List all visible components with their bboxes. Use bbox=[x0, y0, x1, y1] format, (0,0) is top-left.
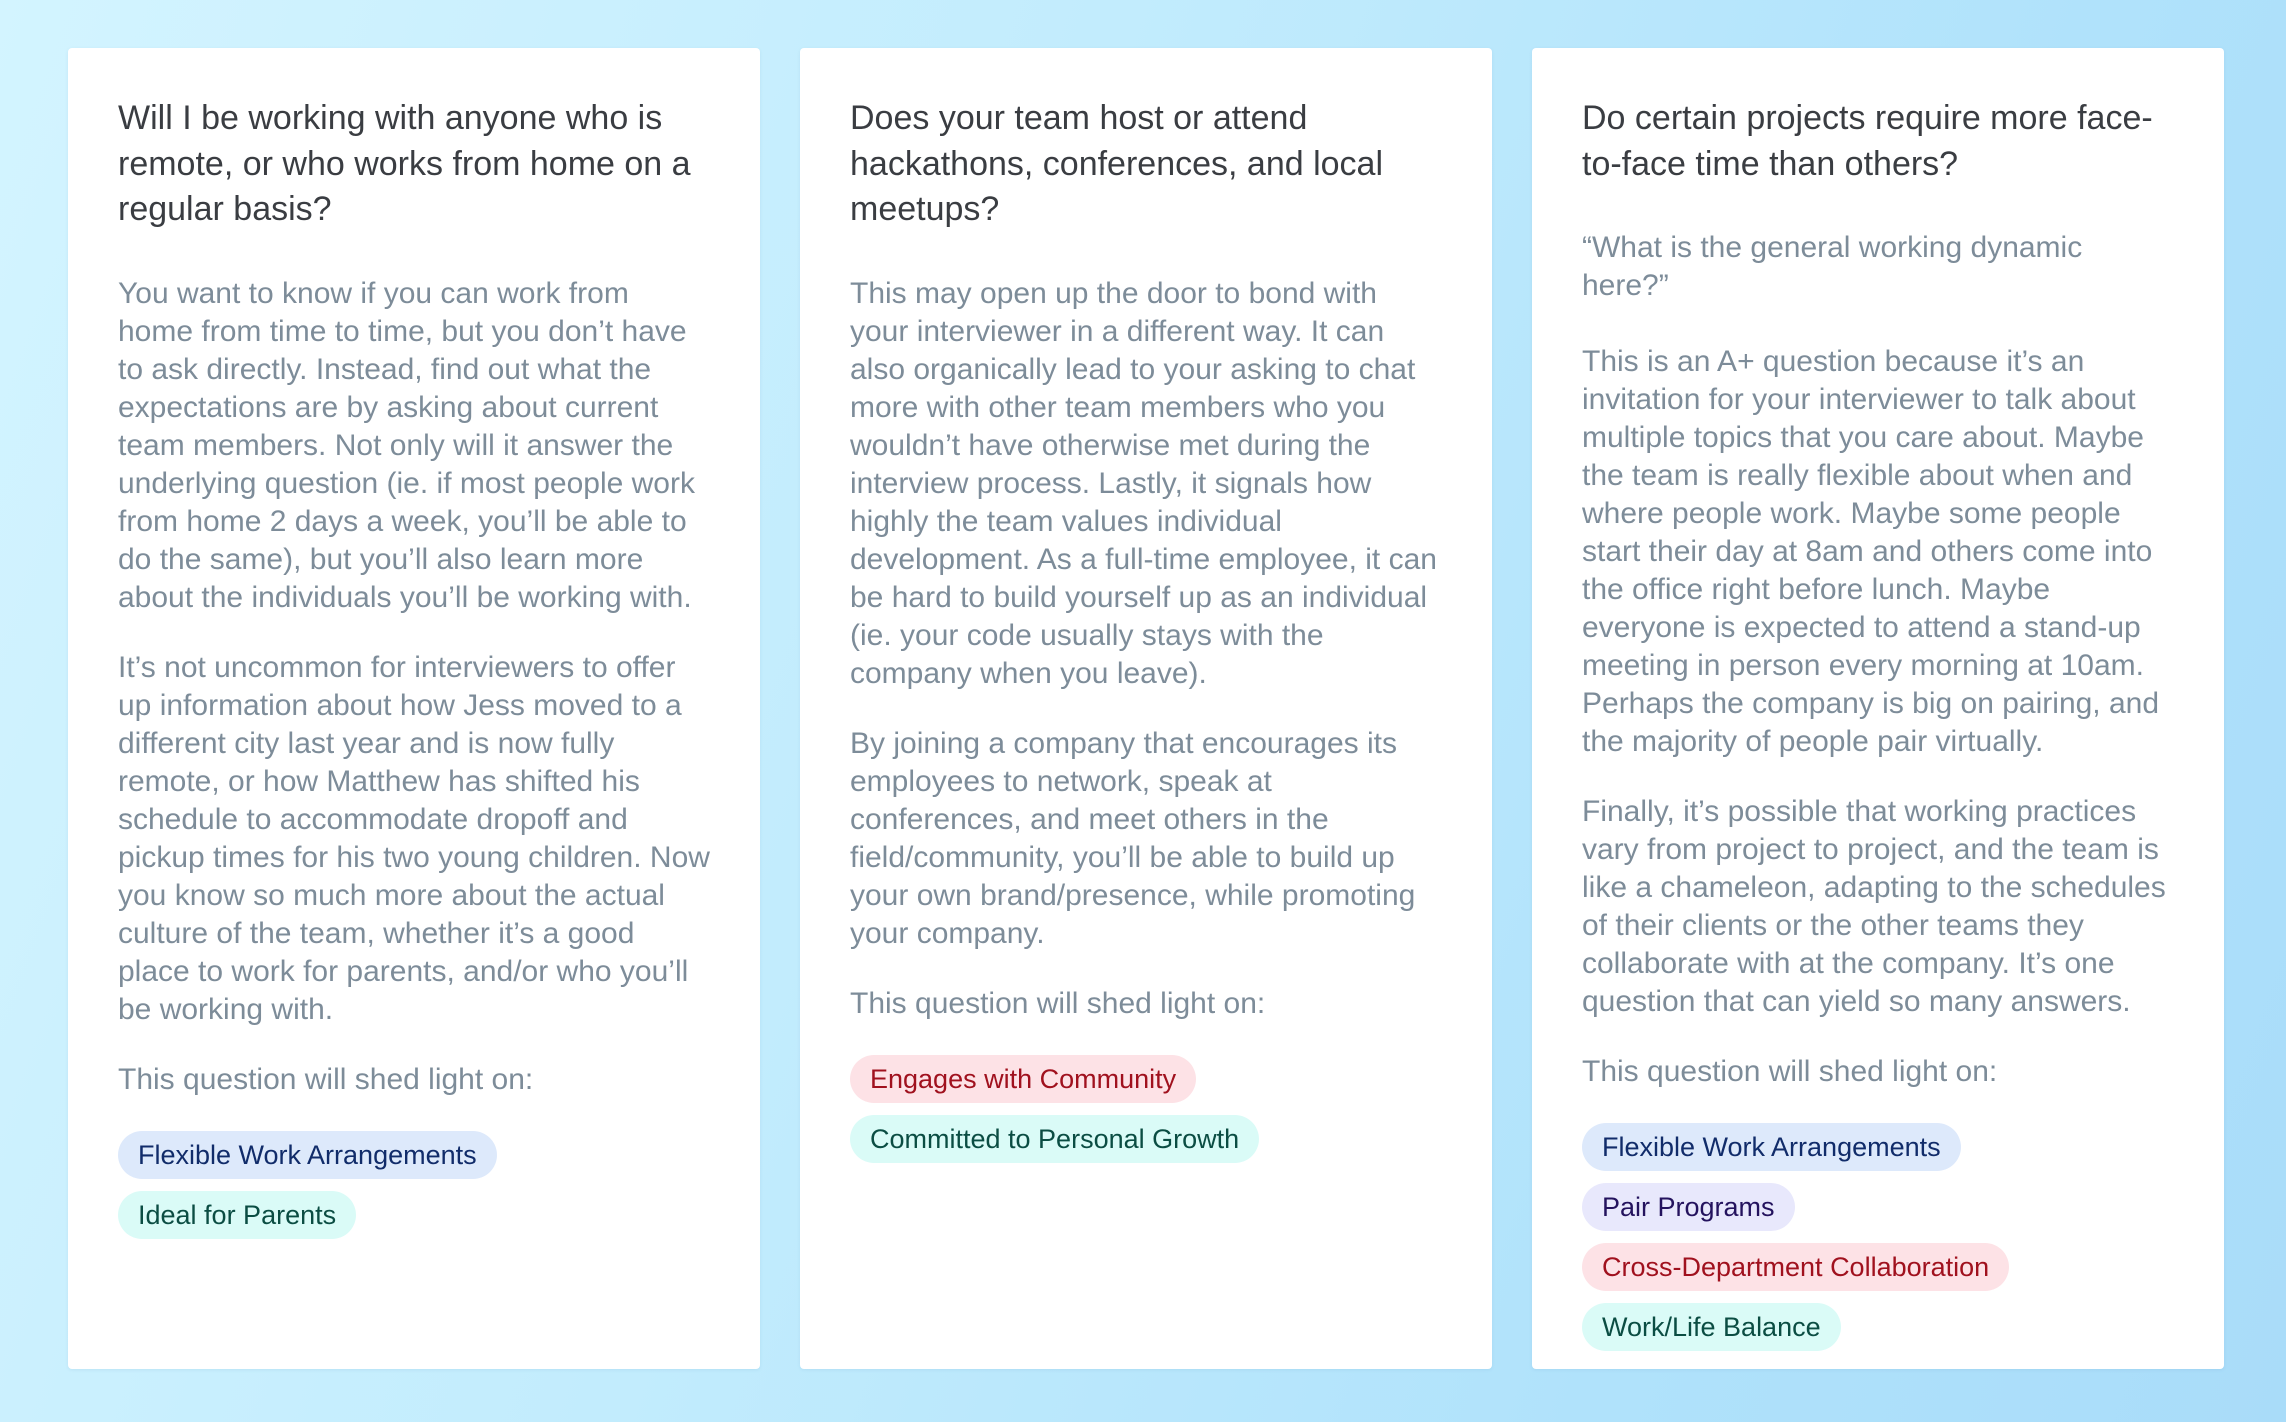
tag-ideal-for-parents[interactable]: Ideal for Parents bbox=[118, 1191, 356, 1239]
question-card-face-to-face bbox=[1532, 48, 2224, 1369]
card-paragraph: This may open up the door to bond with your interviewer in a different way. It can also organically lead to your asking to chat more with other team members who you wouldn’t have otherwise met during the interview process. Lastly, it signals how highly the team values individual development. As a full-time employee, it can be hard to build yourself up as an individual (ie. your code usually stays with the company when you leave). bbox=[850, 276, 1437, 690]
tag-work-life-balance[interactable]: Work/Life Balance bbox=[1582, 1303, 1841, 1351]
tag-list bbox=[118, 1131, 710, 1239]
shed-light-label: This question will shed light on: bbox=[850, 986, 1266, 1020]
shed-light-label: This question will shed light on: bbox=[1582, 1055, 1998, 1088]
card-paragraph: By joining a company that encourages its employees to network, speak at conferences, and meet others in the field/community, you’ll be able to build up your own brand/presence, while promoting your company. bbox=[850, 726, 1416, 950]
card-title: Does your team host or attend hackathons, conferences, and local meetups? bbox=[850, 99, 1384, 228]
tag-engages-with-community[interactable]: Engages with Community bbox=[850, 1055, 1196, 1103]
shed-light-label: This question will shed light on: bbox=[118, 1062, 534, 1096]
question-cards bbox=[68, 48, 2224, 1369]
tag-list bbox=[850, 1055, 1442, 1163]
card-paragraph: You want to know if you can work from home from time to time, but you don’t have to ask directly. Instead, find out what the expectations are by asking about current team members. Not only will it answer the underlying question (ie. if most people work from home 2 days a week, you’ll be able to do the same), but you’ll also learn more about the individuals you’ll be working with. bbox=[118, 276, 695, 614]
tag-list bbox=[1582, 1123, 2174, 1351]
tag-cross-department-collaboration[interactable]: Cross-Department Collaboration bbox=[1582, 1243, 2009, 1291]
tag-flexible-work-arrangements[interactable]: Flexible Work Arrangements bbox=[118, 1131, 497, 1179]
tag-pair-programs[interactable]: Pair Programs bbox=[1582, 1183, 1795, 1231]
tag-committed-to-personal-growth[interactable]: Committed to Personal Growth bbox=[850, 1115, 1259, 1163]
card-title: Will I be working with anyone who is remote, or who works from home on a regular basis? bbox=[118, 99, 691, 228]
question-card-remote bbox=[68, 48, 760, 1369]
question-card-hackathons bbox=[800, 48, 1492, 1369]
tag-flexible-work-arrangements[interactable]: Flexible Work Arrangements bbox=[1582, 1123, 1961, 1171]
card-quote: “What is the general working dynamic here?” bbox=[1582, 231, 2083, 302]
card-paragraph: It’s not uncommon for interviewers to offer up information about how Jess moved to a different city last year and is now fully remote, or how Matthew has shifted his schedule to accommodate dropoff and pickup times for his two young children. Now you know so much more about the actual culture of the team, whether it’s a good place to work for parents, and/or who you’ll be working with. bbox=[118, 650, 710, 1026]
card-paragraph: This is an A+ question because it’s an invitation for your interviewer to talk about multiple topics that you care about. Maybe the team is really flexible about when and where people work. Maybe some people start their day at 8am and others come into the office right before lunch. Maybe everyone is expected to attend a stand-up meeting in person every morning at 10am. Perhaps the company is big on pairing, and the majority of people pair virtually. bbox=[1582, 345, 2160, 758]
card-title: Do certain projects require more face-to-face time than others? bbox=[1582, 99, 2153, 183]
card-paragraph: Finally, it’s possible that working practices vary from project to project, and the team is like a chameleon, adapting to the schedules of their clients or the other teams they collaborate with at the company. It’s one question that can yield so many answers. bbox=[1582, 795, 2166, 1018]
